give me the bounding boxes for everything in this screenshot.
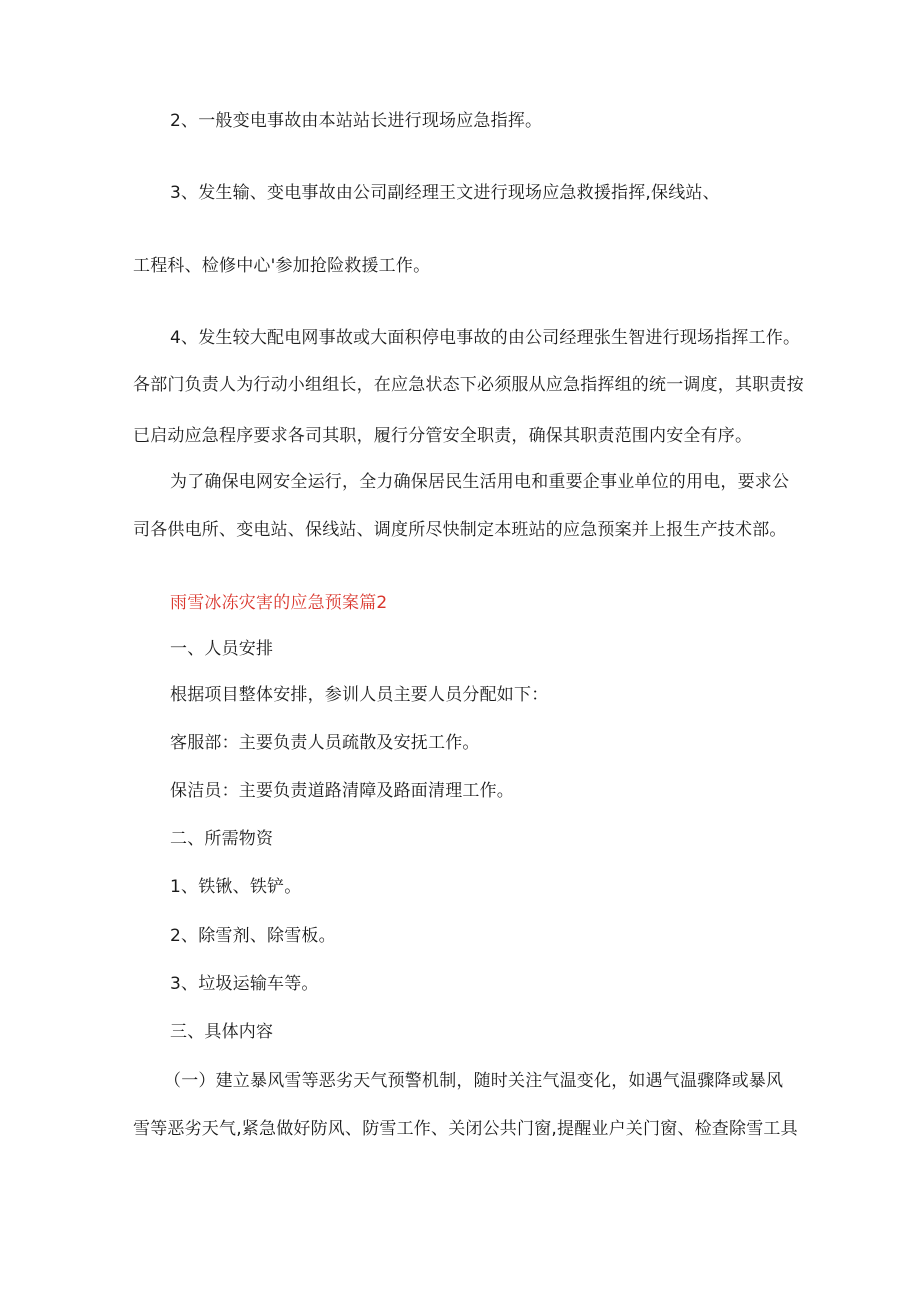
paragraph-line: 已启动应急程序要求各司其职，履行分管安全职责，确保其职责范围内安全有序。 (133, 426, 753, 446)
paragraph-line: 为了确保电网安全运行，全力确保居民生活用电和重要企事业单位的用电，要求公 (170, 472, 790, 492)
subsection-heading: 一、人员安排 (170, 639, 274, 659)
section-heading: 雨雪冰冻灾害的应急预案篇2 (170, 593, 388, 613)
paragraph-line: 3、发生输、变电事故由公司副经理王文进行现场应急救援指挥,保线站、 (170, 183, 720, 203)
paragraph-line: 2、一般变电事故由本站站长进行现场应急指挥。 (170, 111, 543, 131)
paragraph-line: 4、发生较大配电网事故或大面积停电事故的由公司经理张生智进行现场指挥工作。 (170, 328, 801, 348)
list-item: 1、铁锹、铁铲。 (170, 877, 302, 897)
subsection-heading: 三、具体内容 (170, 1022, 274, 1042)
paragraph-line: 司各供电所、变电站、保线站、调度所尽快制定本班站的应急预案并上报生产技术部。 (133, 520, 787, 540)
paragraph-line: 保洁员：主要负责道路清障及路面清理工作。 (170, 781, 514, 801)
subsection-heading: 二、所需物资 (170, 829, 274, 849)
paragraph-line: 各部门负责人为行动小组组长，在应急状态下必须服从应急指挥组的统一调度，其职责按 (133, 375, 804, 395)
paragraph-line: 雪等恶劣天气,紧急做好防风、防雪工作、关闭公共门窗,提醒业户关门窗、检查除雪工具 (133, 1119, 798, 1139)
paragraph-line: 根据项目整体安排，参训人员主要人员分配如下： (170, 685, 549, 705)
list-item: 2、除雪剂、除雪板。 (170, 926, 336, 946)
paragraph-line: 工程科、检修中心'参加抢险救援工作。 (133, 256, 431, 276)
paragraph-line: （一）建立暴风雪等恶劣天气预警机制，随时关注气温变化，如遇气温骤降或暴风 (164, 1071, 784, 1091)
paragraph-line: 客服部：主要负责人员疏散及安抚工作。 (170, 733, 480, 753)
list-item: 3、垃圾运输车等。 (170, 974, 319, 994)
